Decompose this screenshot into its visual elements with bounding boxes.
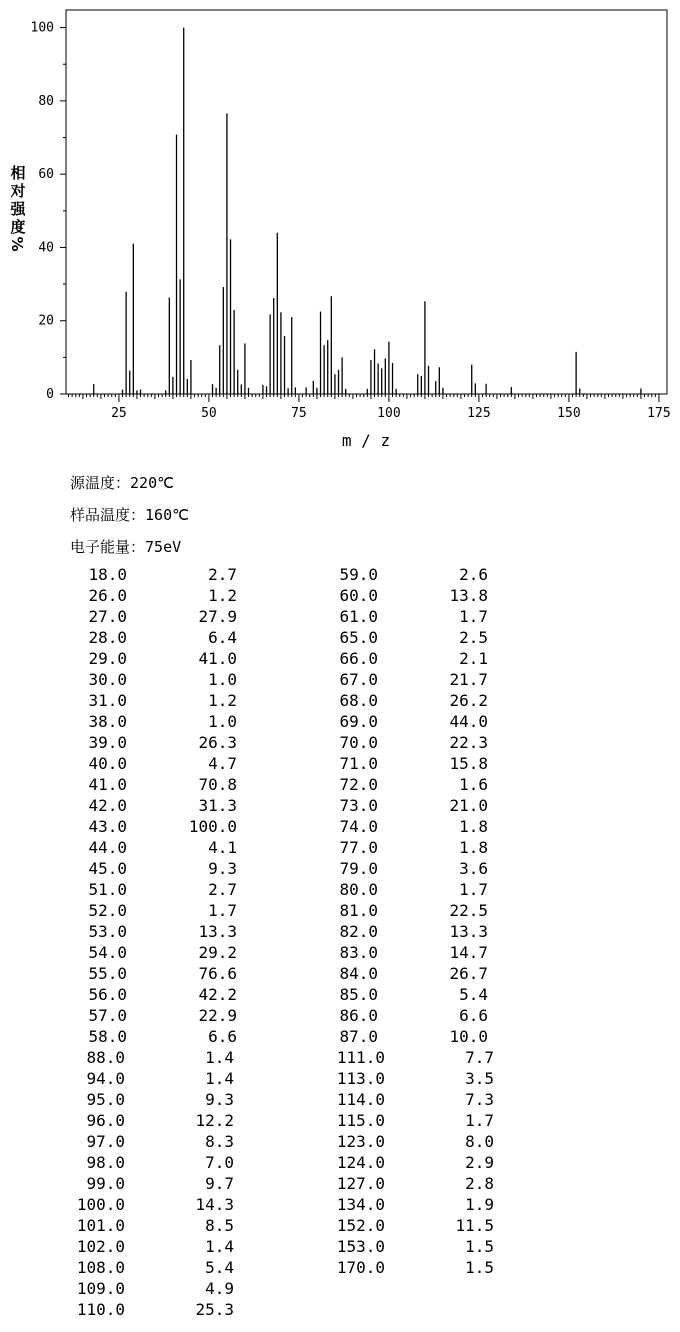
intensity-value: 1.8: [459, 838, 488, 857]
table-row: [0, 669, 680, 690]
table-row: [0, 1089, 680, 1110]
mz-value: 124.0: [336, 1153, 385, 1172]
mz-value: 152.0: [336, 1216, 385, 1235]
intensity-value: 1.7: [208, 901, 237, 920]
mz-value: 58.0: [88, 1027, 127, 1046]
intensity-value: 1.9: [465, 1195, 494, 1214]
intensity-value: 9.3: [205, 1090, 234, 1109]
mz-value: 110.0: [76, 1300, 125, 1319]
mz-value: 134.0: [336, 1195, 385, 1214]
intensity-value: 44.0: [449, 712, 488, 731]
table-row: [0, 1257, 680, 1278]
table-row: [0, 900, 680, 921]
table-row: [0, 606, 680, 627]
condition-value: 220℃: [130, 474, 174, 492]
mz-value: 56.0: [88, 985, 127, 1004]
intensity-value: 29.2: [198, 943, 237, 962]
intensity-value: 4.1: [208, 838, 237, 857]
intensity-value: 26.7: [449, 964, 488, 983]
intensity-value: 6.4: [208, 628, 237, 647]
table-row: [0, 1236, 680, 1257]
intensity-value: 1.5: [465, 1258, 494, 1277]
condition-value: 160℃: [145, 506, 189, 524]
peak-table-column: [0, 564, 680, 1047]
intensity-value: 22.3: [449, 733, 488, 752]
mz-value: 44.0: [88, 838, 127, 857]
x-tick-label: 75: [291, 406, 307, 421]
mz-value: 52.0: [88, 901, 127, 920]
intensity-value: 1.4: [205, 1048, 234, 1067]
mz-value: 70.0: [339, 733, 378, 752]
intensity-value: 41.0: [198, 649, 237, 668]
table-row: [0, 711, 680, 732]
intensity-value: 26.2: [449, 691, 488, 710]
condition-label: 样品温度：: [70, 506, 146, 524]
table-row: [0, 921, 680, 942]
x-tick-label: 25: [111, 406, 127, 421]
intensity-value: 9.3: [208, 859, 237, 878]
mz-value: 51.0: [88, 880, 127, 899]
mz-value: 111.0: [336, 1048, 385, 1067]
peak-bars: [94, 28, 641, 394]
mz-value: 26.0: [88, 586, 127, 605]
mz-value: 82.0: [339, 922, 378, 941]
intensity-value: 12.2: [195, 1111, 234, 1130]
mz-value: 74.0: [339, 817, 378, 836]
condition-line: [70, 504, 189, 525]
intensity-value: 8.5: [205, 1216, 234, 1235]
intensity-value: 70.8: [198, 775, 237, 794]
table-row: [0, 984, 680, 1005]
intensity-value: 5.4: [459, 985, 488, 1004]
intensity-value: 9.7: [205, 1174, 234, 1193]
intensity-value: 26.3: [198, 733, 237, 752]
intensity-value: 2.7: [208, 565, 237, 584]
mz-value: 39.0: [88, 733, 127, 752]
mz-value: 153.0: [336, 1237, 385, 1256]
intensity-value: 1.7: [465, 1111, 494, 1130]
mz-value: 60.0: [339, 586, 378, 605]
mz-value: 101.0: [76, 1216, 125, 1235]
mz-value: 68.0: [339, 691, 378, 710]
table-row: [0, 879, 680, 900]
mz-value: 61.0: [339, 607, 378, 626]
y-label-char: 强: [10, 200, 26, 218]
plot-frame: [66, 10, 667, 394]
mz-value: 29.0: [88, 649, 127, 668]
mz-value: 31.0: [88, 691, 127, 710]
table-row: [0, 753, 680, 774]
mz-value: 54.0: [88, 943, 127, 962]
mz-value: 98.0: [86, 1153, 125, 1172]
mz-value: 27.0: [88, 607, 127, 626]
condition-value: 75eV: [145, 538, 182, 556]
mz-value: 108.0: [76, 1258, 125, 1277]
mz-value: 73.0: [339, 796, 378, 815]
intensity-value: 3.5: [465, 1069, 494, 1088]
mz-value: 67.0: [339, 670, 378, 689]
y-tick-label: 100: [30, 20, 54, 36]
mz-value: 38.0: [88, 712, 127, 731]
intensity-value: 1.8: [459, 817, 488, 836]
mz-value: 170.0: [336, 1258, 385, 1277]
mz-value: 97.0: [86, 1132, 125, 1151]
table-row: [0, 858, 680, 879]
table-row: [0, 1047, 680, 1068]
table-row: [0, 774, 680, 795]
y-tick-label: 40: [38, 240, 54, 256]
intensity-value: 2.5: [459, 628, 488, 647]
y-label-char: %: [8, 236, 26, 252]
table-row: [0, 690, 680, 711]
mz-value: 88.0: [86, 1048, 125, 1067]
intensity-value: 22.5: [449, 901, 488, 920]
mz-value: 72.0: [339, 775, 378, 794]
mz-value: 80.0: [339, 880, 378, 899]
mz-value: 94.0: [86, 1069, 125, 1088]
mz-value: 127.0: [336, 1174, 385, 1193]
table-row: [0, 732, 680, 753]
intensity-value: 1.7: [459, 607, 488, 626]
intensity-value: 1.2: [208, 586, 237, 605]
mz-value: 55.0: [88, 964, 127, 983]
x-tick-label: 125: [467, 406, 491, 421]
intensity-value: 100.0: [188, 817, 237, 836]
table-row: [0, 1299, 680, 1320]
intensity-value: 1.0: [208, 712, 237, 731]
table-row: [0, 1278, 680, 1299]
mz-value: 115.0: [336, 1111, 385, 1130]
table-row: [0, 1131, 680, 1152]
y-label-char: 度: [10, 218, 26, 236]
condition-label: 电子能量：: [70, 538, 146, 556]
peak-table-column: [0, 1047, 680, 1278]
mz-value: 86.0: [339, 1006, 378, 1025]
intensity-value: 2.6: [459, 565, 488, 584]
intensity-value: 76.6: [198, 964, 237, 983]
condition-line: [70, 536, 181, 557]
intensity-value: 1.4: [205, 1237, 234, 1256]
mz-value: 57.0: [88, 1006, 127, 1025]
intensity-value: 5.4: [205, 1258, 234, 1277]
table-row: [0, 1005, 680, 1026]
table-row: [0, 963, 680, 984]
y-tick-label: 0: [46, 387, 54, 402]
intensity-value: 2.8: [465, 1174, 494, 1193]
y-axis-label: [8, 164, 26, 252]
mz-value: 114.0: [336, 1090, 385, 1109]
mz-value: 65.0: [339, 628, 378, 647]
mz-value: 66.0: [339, 649, 378, 668]
table-row: [0, 1173, 680, 1194]
intensity-value: 1.6: [459, 775, 488, 794]
mz-value: 83.0: [339, 943, 378, 962]
y-label-char: 对: [10, 182, 26, 200]
x-axis-label: m / z: [341, 431, 391, 450]
intensity-value: 10.0: [449, 1027, 488, 1046]
intensity-value: 13.3: [198, 922, 237, 941]
mz-value: 41.0: [88, 775, 127, 794]
mz-value: 96.0: [86, 1111, 125, 1130]
condition-label: 源温度：: [70, 474, 131, 492]
y-tick-label: 60: [38, 167, 54, 183]
mz-value: 71.0: [339, 754, 378, 773]
intensity-value: 1.2: [208, 691, 237, 710]
intensity-value: 3.6: [459, 859, 488, 878]
mz-value: 69.0: [339, 712, 378, 731]
intensity-value: 7.3: [465, 1090, 494, 1109]
mz-value: 42.0: [88, 796, 127, 815]
mz-value: 102.0: [76, 1237, 125, 1256]
mz-value: 43.0: [88, 817, 127, 836]
y-label-char: 相: [10, 164, 26, 182]
mz-value: 30.0: [88, 670, 127, 689]
mz-value: 18.0: [88, 565, 127, 584]
table-row: [0, 1215, 680, 1236]
table-row: [0, 1026, 680, 1047]
table-row: [0, 942, 680, 963]
mz-value: 84.0: [339, 964, 378, 983]
intensity-value: 1.7: [459, 880, 488, 899]
intensity-value: 2.9: [465, 1153, 494, 1172]
intensity-value: 7.7: [465, 1048, 494, 1067]
intensity-value: 6.6: [459, 1006, 488, 1025]
mz-value: 53.0: [88, 922, 127, 941]
condition-line: [70, 472, 174, 493]
intensity-value: 42.2: [198, 985, 237, 1004]
x-tick-label: 100: [377, 406, 401, 421]
mz-value: 123.0: [336, 1132, 385, 1151]
mz-value: 59.0: [339, 565, 378, 584]
intensity-value: 11.5: [455, 1216, 494, 1235]
mass-spectrum-chart: [0, 0, 680, 460]
intensity-value: 27.9: [198, 607, 237, 626]
mz-value: 99.0: [86, 1174, 125, 1193]
table-row: [0, 1110, 680, 1131]
mz-value: 113.0: [336, 1069, 385, 1088]
intensity-value: 8.3: [205, 1132, 234, 1151]
mz-value: 81.0: [339, 901, 378, 920]
x-axis: [69, 394, 671, 421]
intensity-value: 31.3: [198, 796, 237, 815]
table-row: [0, 837, 680, 858]
mz-value: 100.0: [76, 1195, 125, 1214]
intensity-value: 1.0: [208, 670, 237, 689]
intensity-value: 1.4: [205, 1069, 234, 1088]
intensity-value: 22.9: [198, 1006, 237, 1025]
table-row: [0, 816, 680, 837]
intensity-value: 21.0: [449, 796, 488, 815]
intensity-value: 21.7: [449, 670, 488, 689]
intensity-value: 8.0: [465, 1132, 494, 1151]
mz-value: 95.0: [86, 1090, 125, 1109]
y-tick-label: 20: [38, 313, 54, 329]
intensity-value: 14.7: [449, 943, 488, 962]
mz-value: 79.0: [339, 859, 378, 878]
table-row: [0, 564, 680, 585]
table-row: [0, 1194, 680, 1215]
table-row: [0, 648, 680, 669]
mz-value: 77.0: [339, 838, 378, 857]
intensity-value: 7.0: [205, 1153, 234, 1172]
intensity-value: 13.8: [449, 586, 488, 605]
table-row: [0, 1152, 680, 1173]
mz-value: 85.0: [339, 985, 378, 1004]
intensity-value: 4.9: [205, 1279, 234, 1298]
table-row: [0, 627, 680, 648]
y-axis: [31, 21, 66, 402]
mz-value: 109.0: [76, 1279, 125, 1298]
table-row: [0, 795, 680, 816]
intensity-value: 4.7: [208, 754, 237, 773]
intensity-value: 25.3: [195, 1300, 234, 1319]
table-row: [0, 1068, 680, 1089]
x-tick-label: 175: [647, 406, 671, 421]
x-tick-label: 50: [201, 406, 217, 421]
intensity-value: 2.1: [459, 649, 488, 668]
y-tick-label: 80: [38, 93, 54, 109]
mz-value: 40.0: [88, 754, 127, 773]
x-tick-label: 150: [557, 406, 581, 421]
intensity-value: 13.3: [449, 922, 488, 941]
mz-value: 87.0: [339, 1027, 378, 1046]
mz-value: 28.0: [88, 628, 127, 647]
table-row: [0, 585, 680, 606]
mz-value: 45.0: [88, 859, 127, 878]
intensity-value: 2.7: [208, 880, 237, 899]
intensity-value: 15.8: [449, 754, 488, 773]
intensity-value: 1.5: [465, 1237, 494, 1256]
intensity-value: 14.3: [195, 1195, 234, 1214]
intensity-value: 6.6: [208, 1027, 237, 1046]
